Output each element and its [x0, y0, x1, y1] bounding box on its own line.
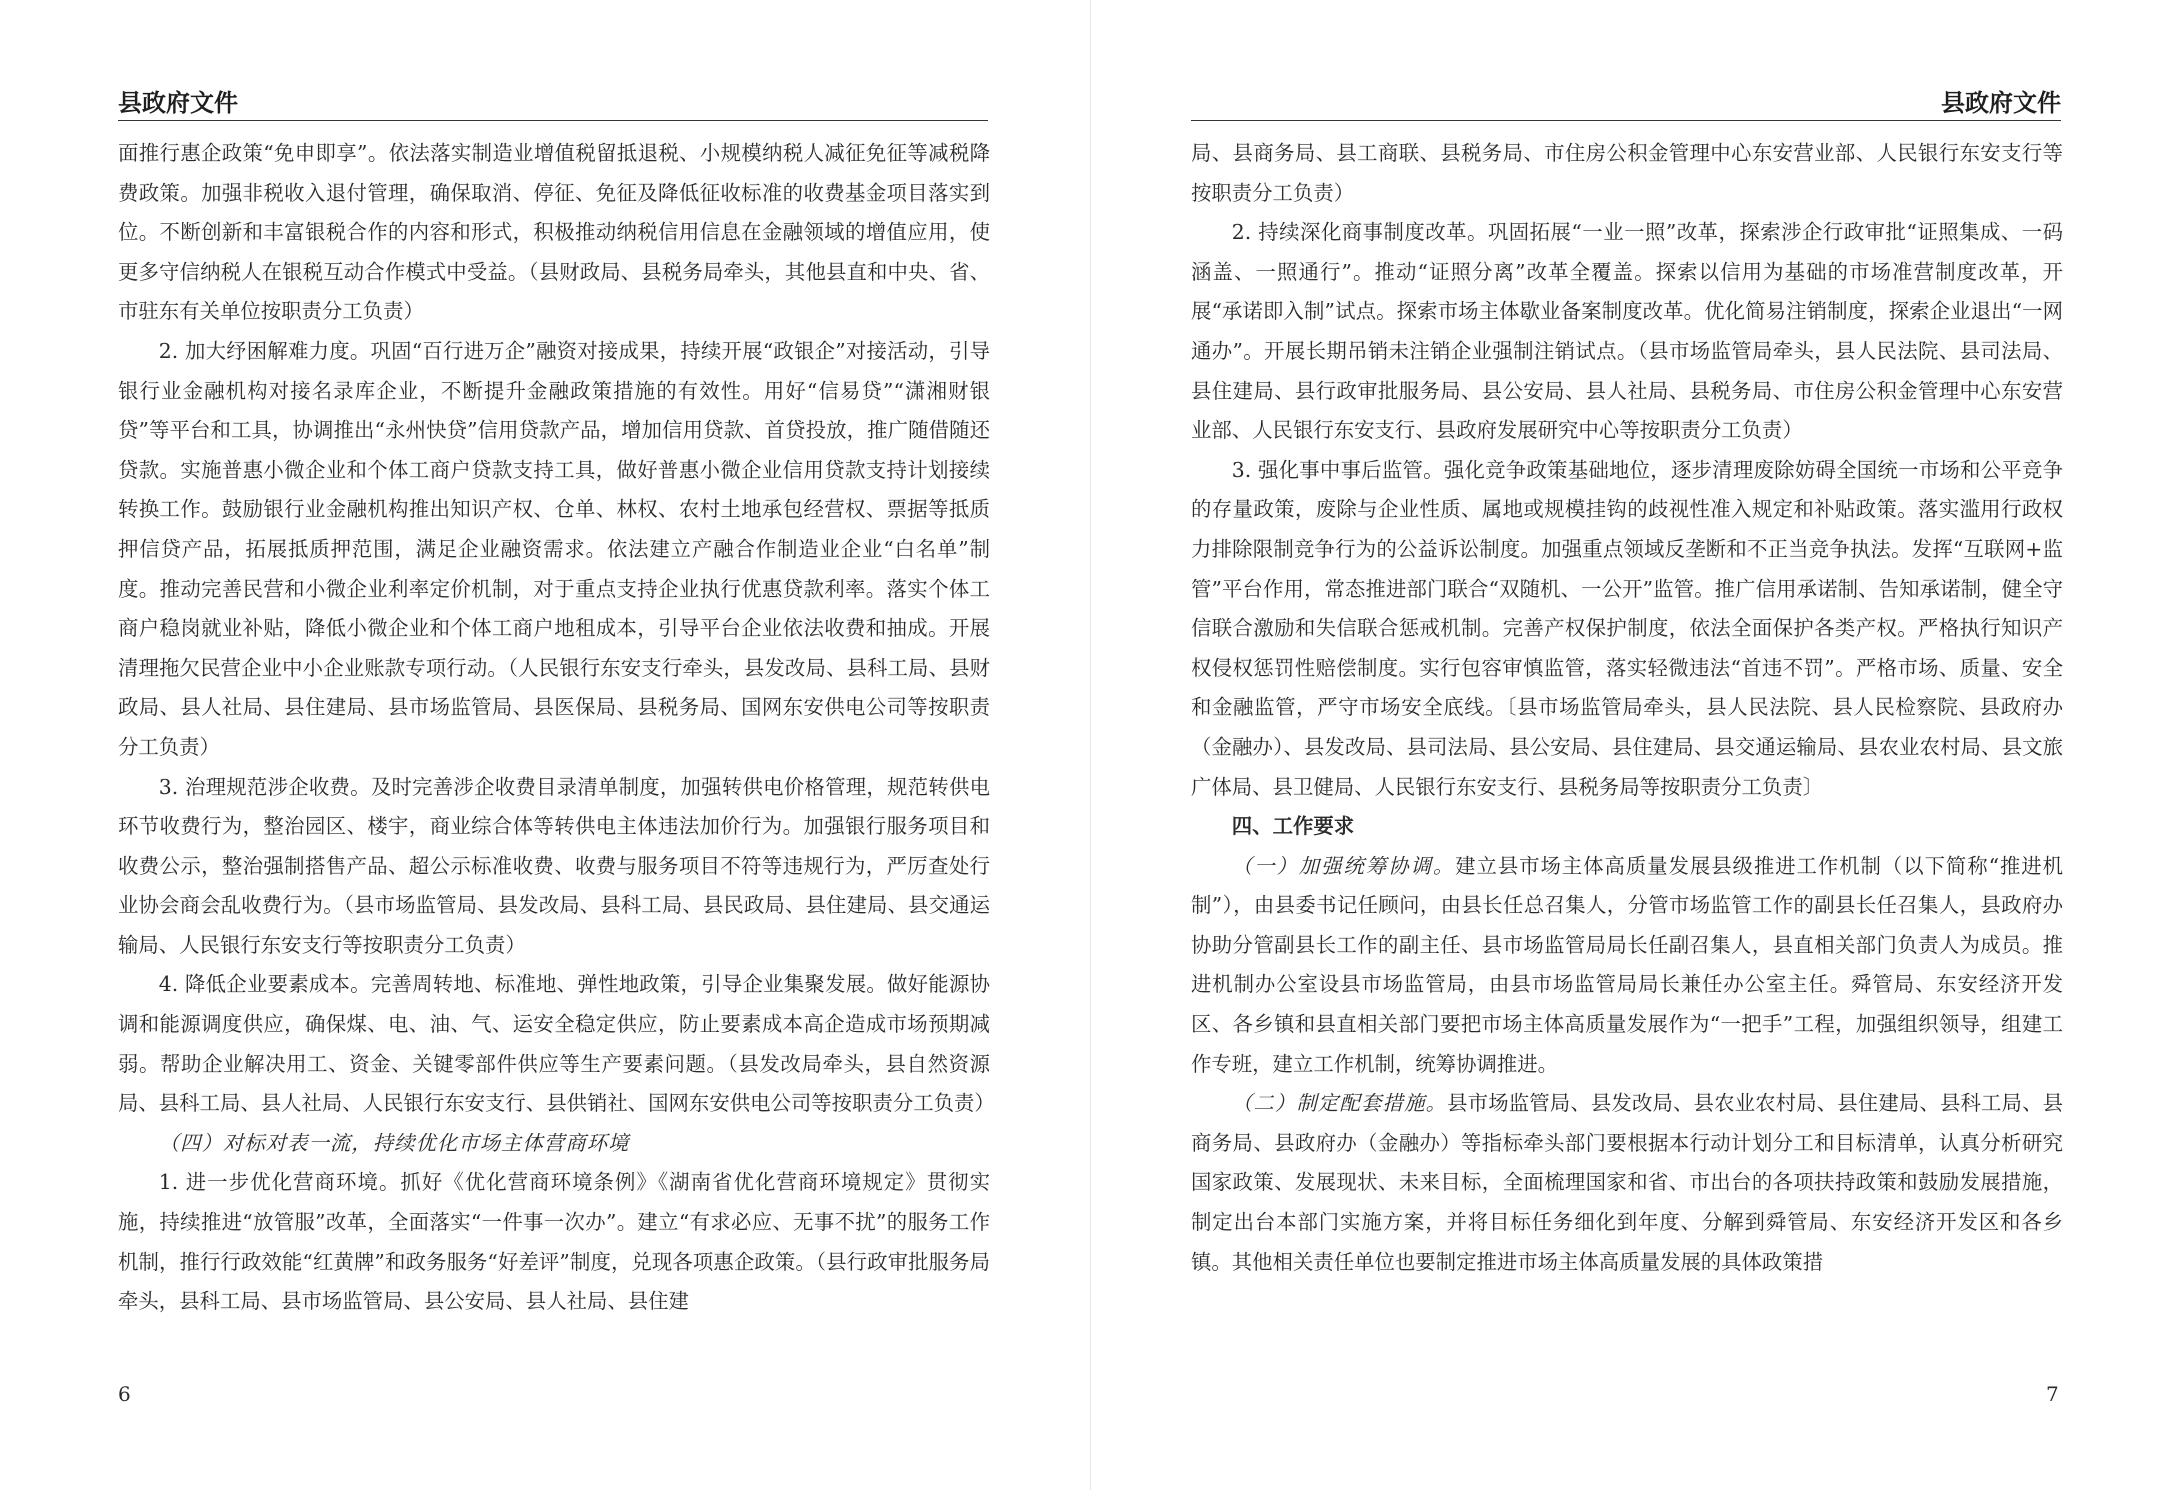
header-rule	[1191, 120, 2061, 121]
paragraph: 2. 持续深化商事制度改革。巩固拓展“一业一照”改革，探索涉企行政审批“证照集成、一码涵盖、一照通行”。推动“证照分离”改革全覆盖。探索以信用为基础的市场准营制度改革，开展“承诺即入制”试点。探索市场主体歇业备案制度改革。优化简易注销制度，探索企业退出“一网通办”。开展长期吊销未注销企业强制注销试点。（县市场监管局牵头，县人民法院、县司法局、县住建局、县行政审批服务局、县公安局、县人社局、县税务局、市住房公积金管理中心东安营业部、人民银行东安支行、县政府发展研究中心等按职责分工负责）	[1191, 220, 2063, 443]
page-header: 县政府文件	[118, 89, 238, 117]
paragraph: 局、县商务局、县工商联、县税务局、市住房公积金管理中心东安营业部、人民银行东安支行等按职责分工负责）	[1191, 141, 2063, 205]
header-rule	[118, 120, 988, 121]
paragraph-text: 县市场监管局、县发改局、县农业农村局、县住建局、县科工局、县商务局、县政府办（金融办）等指标牵头部门要根据本行动计划分工和目标清单，认真分析研究国家政策、发展现状、未来目标，全面梳理国家和省、市出台的各项扶持政策和鼓励发展措施，制定出台本部门实施方案，并将目标任务细化到年度、分解到舜管局、东安经济开发区和各乡镇。其他相关责任单位也要制定推进市场主体高质量发展的具体政策措	[1191, 1091, 2064, 1274]
section-heading: 四、工作要求	[1231, 814, 1355, 839]
paragraph-lead: （一）加强统筹协调。	[1231, 853, 1456, 878]
paragraph: 3. 强化事中事后监管。强化竞争政策基础地位，逐步清理废除妨碍全国统一市场和公平竞争的存量政策，废除与企业性质、属地或规模挂钩的歧视性准入规定和补贴政策。落实滥用行政权力排除限制竞争行为的公益诉讼制度。加强重点领域反垄断和不正当竞争执法。发挥“互联网+监管”平台作用，常态推进部门联合“双随机、一公开”监管。推广信用承诺制、告知承诺制，健全守信联合激励和失信联合惩戒机制。完善产权保护制度，依法全面保护各类产权。严格执行知识产权侵权惩罚性赔偿制度。实行包容审慎监管，落实轻微违法“首违不罚”。严格市场、质量、安全和金融监管，严守市场安全底线。〔县市场监管局牵头，县人民法院、县人民检察院、县政府办（金融办）、县发改局、县司法局、县公安局、县住建局、县交通运输局、县农业农村局、县文旅广体局、县卫健局、人民银行东安支行、县税务局等按职责分工负责〕	[1191, 457, 2063, 799]
paragraph: 面推行惠企政策“免申即享”。依法落实制造业增值税留抵退税、小规模纳税人减征免征等减税降费政策。加强非税收入退付管理，确保取消、停征、免征及降低征收标准的收费基金项目落实到位。不断创新和丰富银税合作的内容和形式，积极推动纳税信用信息在金融领域的增值应用，使更多守信纳税人在银税互动合作模式中受益。（县财政局、县税务局牵头，其他县直和中央、省、市驻东有关单位按职责分工负责）	[118, 141, 990, 324]
paragraph	[1191, 847, 2063, 1085]
page-body	[118, 134, 995, 1322]
paragraph: 2. 加大纾困解难力度。巩固“百行进万企”融资对接成果，持续开展“政银企”对接活动，引导银行业金融机构对接名录库企业，不断提升金融政策措施的有效性。用好“信易贷”“潇湘财银贷”等平台和工具，协调推出“永州快贷”信用贷款产品，增加信用贷款、首贷投放，推广随借随还贷款。实施普惠小微企业和个体工商户贷款支持工具，做好普惠小微企业信用贷款支持计划接续转换工作。鼓励银行业金融机构推出知识产权、仓单、林权、农村土地承包经营权、票据等抵质押信贷产品，拓展抵质押范围，满足企业融资需求。依法建立产融合作制造业企业“白名单”制度。推动完善民营和小微企业利率定价机制，对于重点支持企业执行优惠贷款利率。落实个体工商户稳岗就业补贴，降低小微企业和个体工商户地租成本，引导平台企业依法收费和抽成。开展清理拖欠民营企业中小企业账款专项行动。（人民银行东安支行牵头，县发改局、县科工局、县财政局、县人社局、县住建局、县市场监管局、县医保局、县税务局、国网东安供电公司等按职责分工负责）	[118, 338, 990, 759]
paragraph: 4. 降低企业要素成本。完善周转地、标准地、弹性地政策，引导企业集聚发展。做好能源协调和能源调度供应，确保煤、电、油、气、运安全稳定供应，防止要素成本高企造成市场预期减弱。帮助企业解决用工、资金、关键零部件供应等生产要素问题。（县发改局牵头，县自然资源局、县科工局、县人社局、人民银行东安支行、县供销社、国网东安供电公司等按职责分工负责）	[118, 972, 995, 1116]
left-page	[0, 0, 1090, 1490]
page-number: 6	[118, 1382, 131, 1406]
page-number: 7	[2046, 1382, 2059, 1406]
page-header: 县政府文件	[1941, 89, 2061, 117]
paragraph-text: 建立县市场主体高质量发展县级推进工作机制（以下简称“推进机制”），由县委书记任顾问，由县长任总召集人，分管市场监管工作的副县长任召集人，县政府办协助分管副县长工作的副主任、县市场监管局局长任副召集人，县直相关部门负责人为成员。推进机制办公室设县市场监管局，由县市场监管局局长兼任办公室主任。舜管局、东安经济开发区、各乡镇和县直相关部门要把市场主体高质量发展作为“一把手”工程，加强组织领导，组建工作专班，建立工作机制，统筹协调推进。	[1191, 853, 2064, 1076]
paragraph	[1191, 1084, 2063, 1282]
section-heading: （四）对标对表一流，持续优化市场主体营商环境	[158, 1130, 630, 1155]
paragraph: 3. 治理规范涉企收费。及时完善涉企收费目录清单制度，加强转供电价格管理，规范转供电环节收费行为，整治园区、楼宇，商业综合体等转供电主体违法加价行为。加强银行服务项目和收费公示，整治强制搭售产品、超公示标准收费、收费与服务项目不符等违规行为，严厉查处行业协会商会乱收费行为。（县市场监管局、县发改局、县科工局、县民政局、县住建局、县交通运输局、人民银行东安支行等按职责分工负责）	[118, 774, 990, 957]
right-page	[1091, 0, 2181, 1490]
page-body	[1191, 134, 2063, 1282]
paragraph-lead: （二）制定配套措施。	[1231, 1091, 1448, 1116]
paragraph: 1. 进一步优化营商环境。抓好《优化营商环境条例》《湖南省优化营商环境规定》贯彻实施，持续推进“放管服”改革，全面落实“一件事一次办”。建立“有求必应、无事不扰”的服务工作机制，推行行政效能“红黄牌”和政务服务“好差评”制度，兑现各项惠企政策。（县行政审批服务局牵头，县科工局、县市场监管局、县公安局、县人社局、县住建	[118, 1170, 990, 1314]
